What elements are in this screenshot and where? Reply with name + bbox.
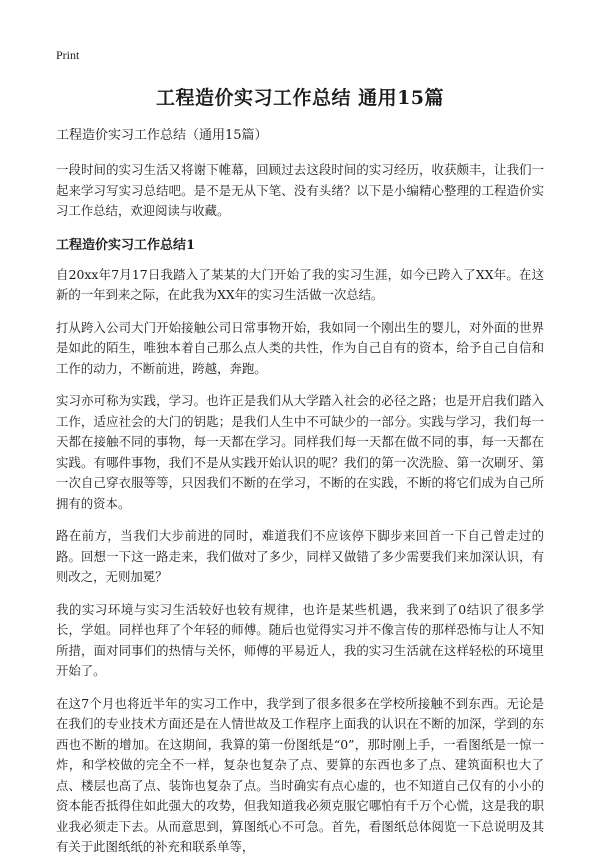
body-paragraph-5: 我的实习环境与实习生活较好也较有规律，也许是某些机遇，我来到了0结识了很多学长，学姐。同样也拜了个年轻的师傅。随后也觉得实习并不像言传的那样恐怖与让人不知所措，面对同事们的热情与关怀，师傅的平易近人，我的实习生活就在这样轻松的环境里开始了。 [56,601,544,678]
body-paragraph-1: 自20xx年7月17日我踏入了某某的大门开始了我的实习生涯，如今已跨入了XX年。在这新的一年到来之际，在此我为XX年的实习生活做一次总结。 [56,266,544,302]
section-heading: 工程造价实习工作总结1 [56,237,196,253]
body-paragraph-4: 路在前方，当我们大步前进的同时，难道我们不应该停下脚步来回首一下自己曾走过的路。回想一下这一路走来，我们做对了多少，同样又做错了多少需要我们来加深认识，有则改之，无则加冕？ [56,528,544,584]
body-paragraph-3: 实习亦可称为实践，学习。也许正是我们从大学踏入社会的必径之路；也是开启我们踏入工作，适应社会的大门的钥匙；是我们人生中不可缺少的一部分。实践与学习，我们每一天都在接触不同的事物，每一天都在学习。同样我们每一天都在做不同的事，每一天都在实践。有哪件事物，我们不是从实践开始认识的呢？我们的第一次洗脸、第一次刷牙、第一次自己穿衣服等等，只因我们不断的在学习，不断的在实践，不断的将它们成为自己所拥有的资本。 [56,393,544,511]
intro-paragraph: 一段时间的实习生活又将谢下帷幕，回顾过去这段时间的实习经历，收获颇丰，让我们一起来学习写实习总结吧。是不是无从下笔、没有头绪？以下是小编精心整理的工程造价实习工作总结，欢迎阅读与收藏。 [56,162,544,218]
body-paragraph-6: 在这7个月也将近半年的实习工作中，我学到了很多很多在学校所接触不到东西。无论是在我们的专业技术方面还是在人情世故及工作程序上面我的认识在不断的加深，学到的东西也不断的增加。在这期间，我算的第一份图纸是“0”，那时刚上手，一看图纸是一惊一炸，和学校做的完全不一样，复杂也复杂了点、要算的东西也多了点、建筑面积也大了点、楼层也高了点、装饰也复杂了点。当时确实有点心虚的，也不知道自己仅有的小小的资本能否抵得住如此强大的攻势，但我知道我必须克服它哪怕有千万个心慌，这是我的职业我必须走下去。从而意思到，算图纸心不可急。首先，看图纸总体阅览一下总说明及其有关于此图纸纸的补充和联系单等， [56,695,544,854]
document-subtitle: 工程造价实习工作总结（通用15篇） [56,128,268,143]
body-paragraph-2: 打从跨入公司大门开始接触公司日常事物开始，我如同一个刚出生的婴儿，对外面的世界是如此的陌生，唯独本着自己那么点人类的共性，作为自己自有的资本，给予自己自信和工作的动力，不断前进，跨越，奔跑。 [56,319,544,376]
document-title: 工程造价实习工作总结 通用15篇 [155,87,445,109]
print-link[interactable]: Print [56,48,80,62]
